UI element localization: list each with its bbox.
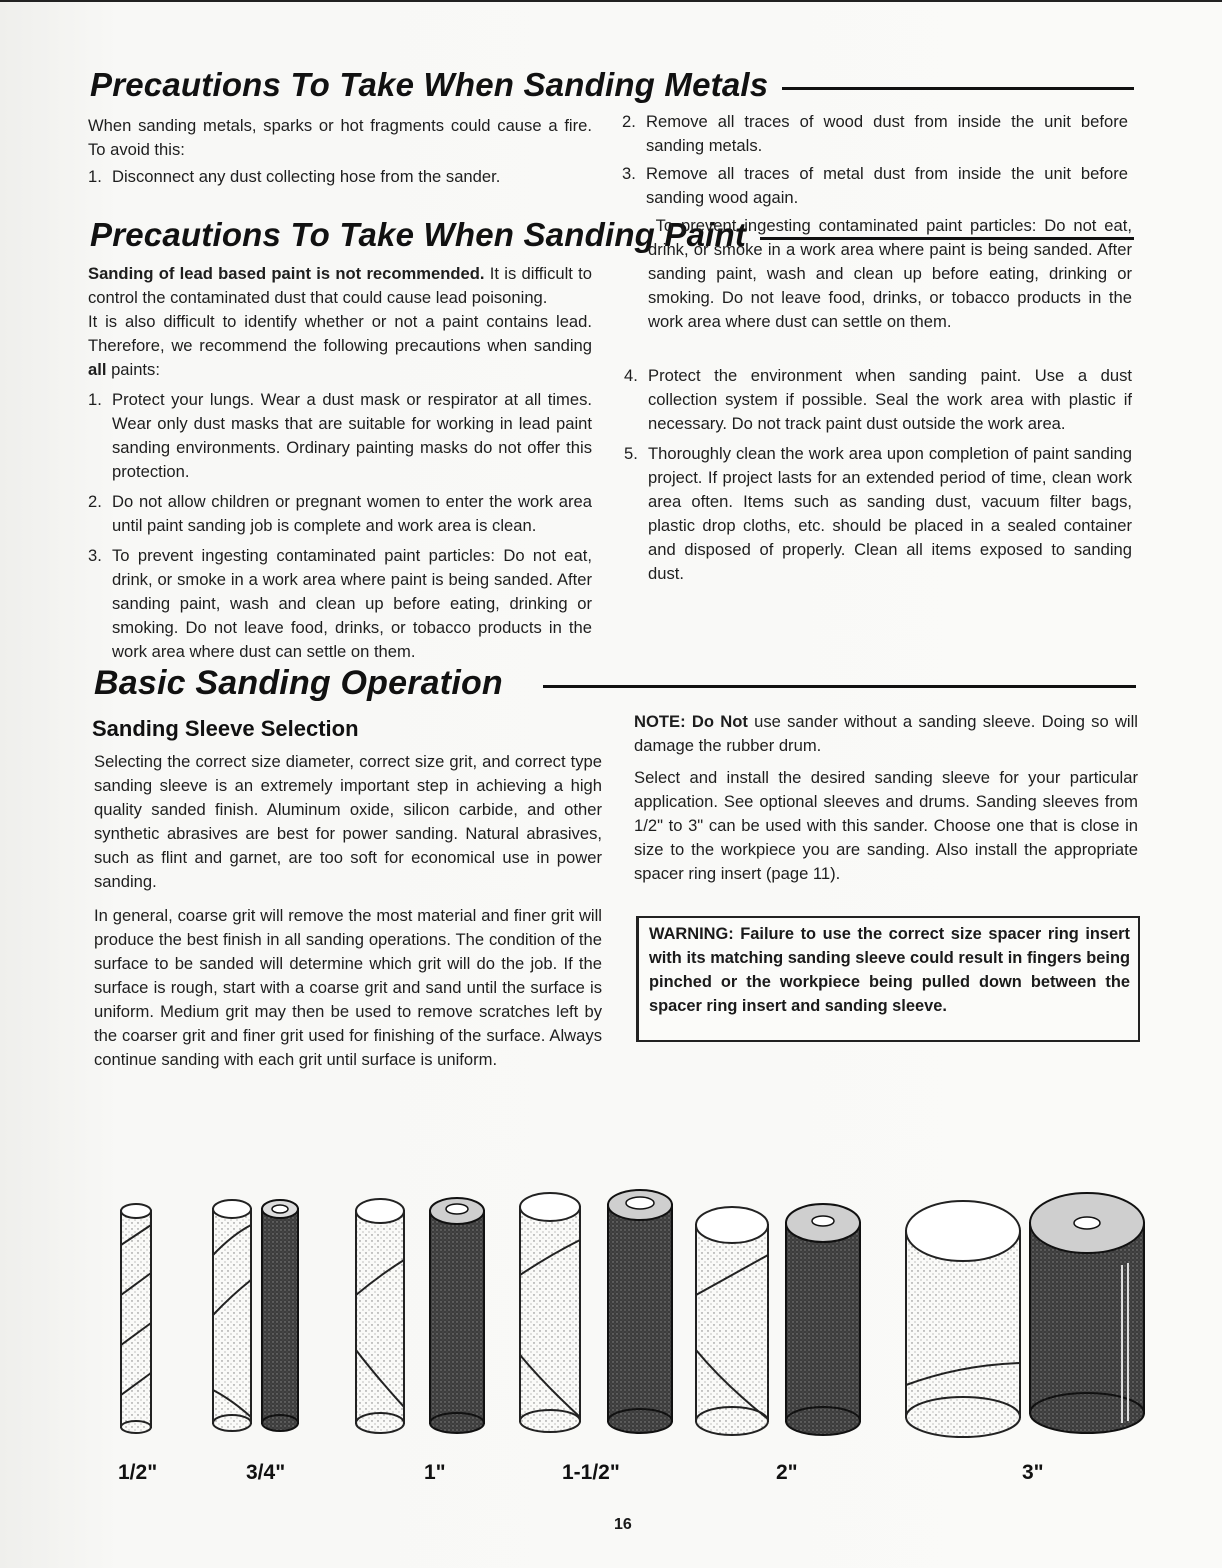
metals-right-column: [622, 110, 1128, 210]
paint-second-paragraph: [88, 310, 592, 382]
metals-left-column: [88, 114, 592, 189]
sleeve-half-inch-icon: [121, 1204, 151, 1433]
paint-left-column: [88, 262, 592, 661]
paint-right-column: [624, 216, 1132, 586]
paint-para2-bold: all: [88, 360, 107, 379]
paint-item-5: [624, 442, 1132, 586]
sleeve-two-inch-icon: [696, 1204, 860, 1435]
sleeve-one-and-half-inch-icon: [520, 1190, 672, 1433]
paint-para2-b: paints:: [106, 360, 160, 379]
metals-item-1-text: Disconnect any dust collecting hose from the sander.: [112, 167, 501, 186]
size-label-one: 1": [424, 1461, 446, 1484]
size-label-half: 1/2": [118, 1461, 158, 1484]
sleeve-one-inch-icon: [356, 1198, 484, 1433]
page-number: 16: [614, 1516, 632, 1533]
paint-item-2: [88, 490, 592, 538]
paint-item-2-num: 2.: [88, 492, 102, 511]
metals-heading: [90, 66, 1134, 104]
size-label-three-quarter: 3/4": [246, 1461, 286, 1484]
sanding-sleeves-illustration: [100, 1185, 1160, 1445]
paint-lead-bold: Sanding of lead based paint is not recommended.: [88, 264, 485, 283]
warning-box: WARNING: Failure to use the correct size spacer ring insert with its matching sanding sleeve could result in fingers being pinched or the workpiece being pulled down between the spacer ring insert and sanding sleeve.: [636, 916, 1140, 1042]
paint-item-1-num: 1.: [88, 390, 102, 409]
basic-note-rest: use sander without a sanding sleeve. Doing so will damage the rubber drum.: [634, 712, 1138, 755]
metals-item-2-num: 2.: [622, 112, 636, 131]
metals-item-1-num: 1.: [88, 167, 102, 186]
basic-note: [634, 710, 1138, 758]
paint-item-5-num: 5.: [624, 444, 638, 463]
metals-item-2-text: Remove all traces of wood dust from inside the unit before sanding metals.: [646, 112, 1128, 155]
paint-item-3-num: 3.: [88, 546, 102, 565]
paint-item-2-text: Do not allow children or pregnant women to enter the work area until paint sanding job is complete and work area is clean.: [112, 492, 592, 535]
paint-item-4-num: 4.: [624, 366, 638, 385]
paint-item-1-text: Protect your lungs. Wear a dust mask or respirator at all times. Wear only dust masks that are suitable for working in lead paint sanding environments. Ordinary painting masks do not offer this protection.: [112, 390, 592, 481]
metals-intro: When sanding metals, sparks or hot fragments could cause a fire. To avoid this:: [88, 116, 592, 159]
metals-item-1: [88, 165, 592, 189]
basic-heading: [94, 664, 1136, 703]
size-label-three: 3": [1022, 1461, 1044, 1484]
basic-heading-rule: [543, 685, 1136, 688]
paint-lead-rest: It is difficult to control the contaminated dust that could cause lead poisoning.: [88, 264, 592, 307]
basic-title: Basic Sanding Operation: [94, 664, 503, 702]
size-label-two: 2": [776, 1461, 798, 1484]
metals-item-3-text: Remove all traces of metal dust from inside the unit before sanding wood again.: [646, 164, 1128, 207]
sleeve-selection-subtitle: Sanding Sleeve Selection: [92, 716, 359, 741]
metals-item-3: [622, 162, 1128, 210]
paint-item-5-text: Thoroughly clean the work area upon completion of paint sanding project. If project lasts for an extended period of time, clean work area often. Items such as sanding dust, vacuum filter bags, plastic drop cloths, etc. should be placed in a sealed container and disposed of properly. Clean all items exposed to sanding dust.: [648, 444, 1132, 583]
metals-item-2: [622, 110, 1128, 158]
basic-right-column: [634, 710, 1138, 886]
paint-item-3-text: To prevent ingesting contaminated paint particles: Do not eat, drink, or smoke in a work area where paint is being sanded. After sanding paint, wash and clean up before eating, drinking or smoking. Do not leave food, drinks, or tobacco products in the work area where dust can settle on them.: [112, 546, 592, 661]
basic-para-1: Selecting the correct size diameter, correct size grit, and correct type sanding sleeve is an extremely important step in achieving a high quality sanded finish. Aluminum oxide, silicon carbide, and other synthetic abrasives are best for power sanding. Natural abrasives, such as flint and garnet, are too soft for economical use in power sanding.: [94, 752, 602, 891]
paint-item-3-text-continued: To prevent ingesting contaminated paint particles: Do not eat, drink, or smoke in a work area where paint is being sanded. After sanding paint, wash and clean up before eating, drinking or smoking. Do not leave food, drinks, or tobacco products in the work area where dust can settle on them.: [648, 216, 1132, 331]
sleeve-three-inch-icon: [906, 1193, 1144, 1437]
metals-item-3-num: 3.: [622, 164, 636, 183]
paint-item-4: [624, 364, 1132, 436]
basic-left-column: [94, 750, 602, 1072]
paint-item-4-text: Protect the environment when sanding paint. Use a dust collection system if possible. Seal the work area with plastic if necessary. Do not track paint dust outside the work area.: [648, 366, 1132, 433]
top-border: [0, 0, 1222, 2]
sleeve-three-quarter-inch-icon: [213, 1200, 298, 1431]
metals-title: Precautions To Take When Sanding Metals: [90, 66, 769, 103]
metals-heading-rule: [782, 87, 1134, 90]
paint-para2-a: It is also difficult to identify whether or not a paint contains lead. Therefore, we recommend the following precautions when sanding: [88, 312, 592, 355]
paint-item-3-start: [88, 544, 592, 661]
paint-item-1: [88, 388, 592, 484]
basic-para-3: Select and install the desired sanding sleeve for your particular application. See optional sleeves and drums. Sanding sleeves from 1/2" to 3" can be used with this sander. Choose one that is close in size to the workpiece you are sanding. Also install the appropriate spacer ring insert (page 11).: [634, 768, 1138, 883]
paint-lead-paragraph: [88, 262, 592, 310]
basic-para-2: In general, coarse grit will remove the most material and finer grit will produce the best finish in all sanding operations. The condition of the surface to be sanded will determine which grit will do the job. If the surface is rough, start with a coarse grit and sand until the surface is uniform. Medium grit may then be used to remove scratches left by the coarser grit and finer grit used for finishing of the surface. Always continue sanding with each grit until surface is uniform.: [94, 906, 602, 1069]
basic-note-bold: NOTE: Do Not: [634, 712, 748, 731]
size-label-one-and-half: 1-1/2": [562, 1461, 620, 1484]
paint-item-3-continued: [624, 216, 1132, 358]
paint-title: Precautions To Take When Sanding Paint: [90, 216, 747, 253]
